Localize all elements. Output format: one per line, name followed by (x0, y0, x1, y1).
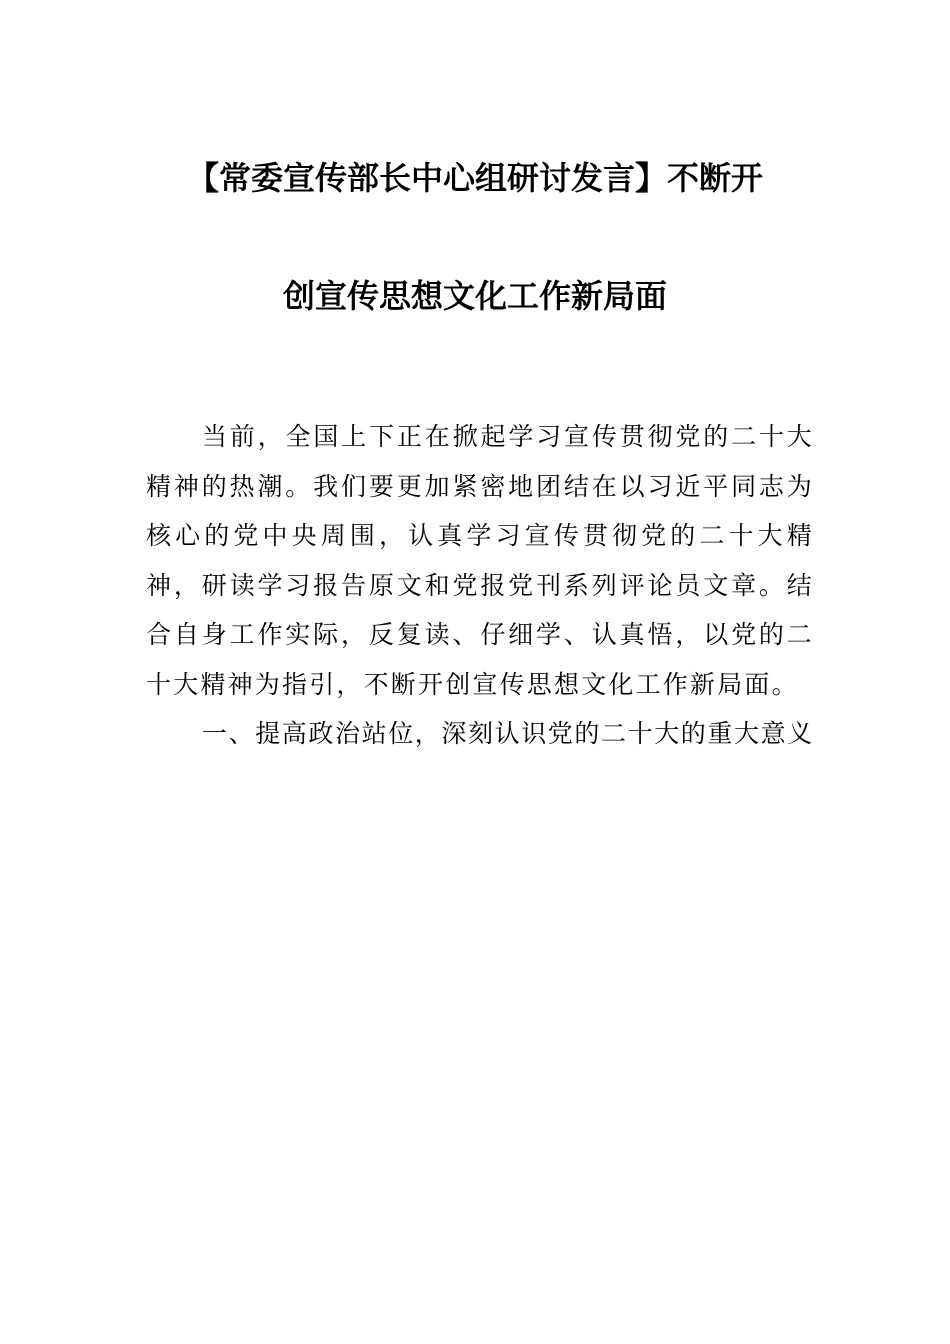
document-title-line-2: 创宣传思想文化工作新局面 (282, 277, 667, 315)
body-paragraph: 当前，全国上下正在掀起学习宣传贯彻党的二十大精神的热潮。我们要更加紧密地团结在以习近平同志为核心的党中央周围，认真学习宣传贯彻党的二十大精神，研读学习报告原文和党报党刊系列评论员文章。结合自身工作实际，反复读、仔细学、认真悟，以党的二十大精神为指引，不断开创宣传思想文化工作新局面。 (146, 422, 814, 699)
document-title-line-1: 【常委宣传部长中心组研讨发言】不断开 (186, 159, 763, 197)
section-heading: 一、提高政治站位，深刻认识党的二十大的重大意义 (202, 719, 814, 748)
